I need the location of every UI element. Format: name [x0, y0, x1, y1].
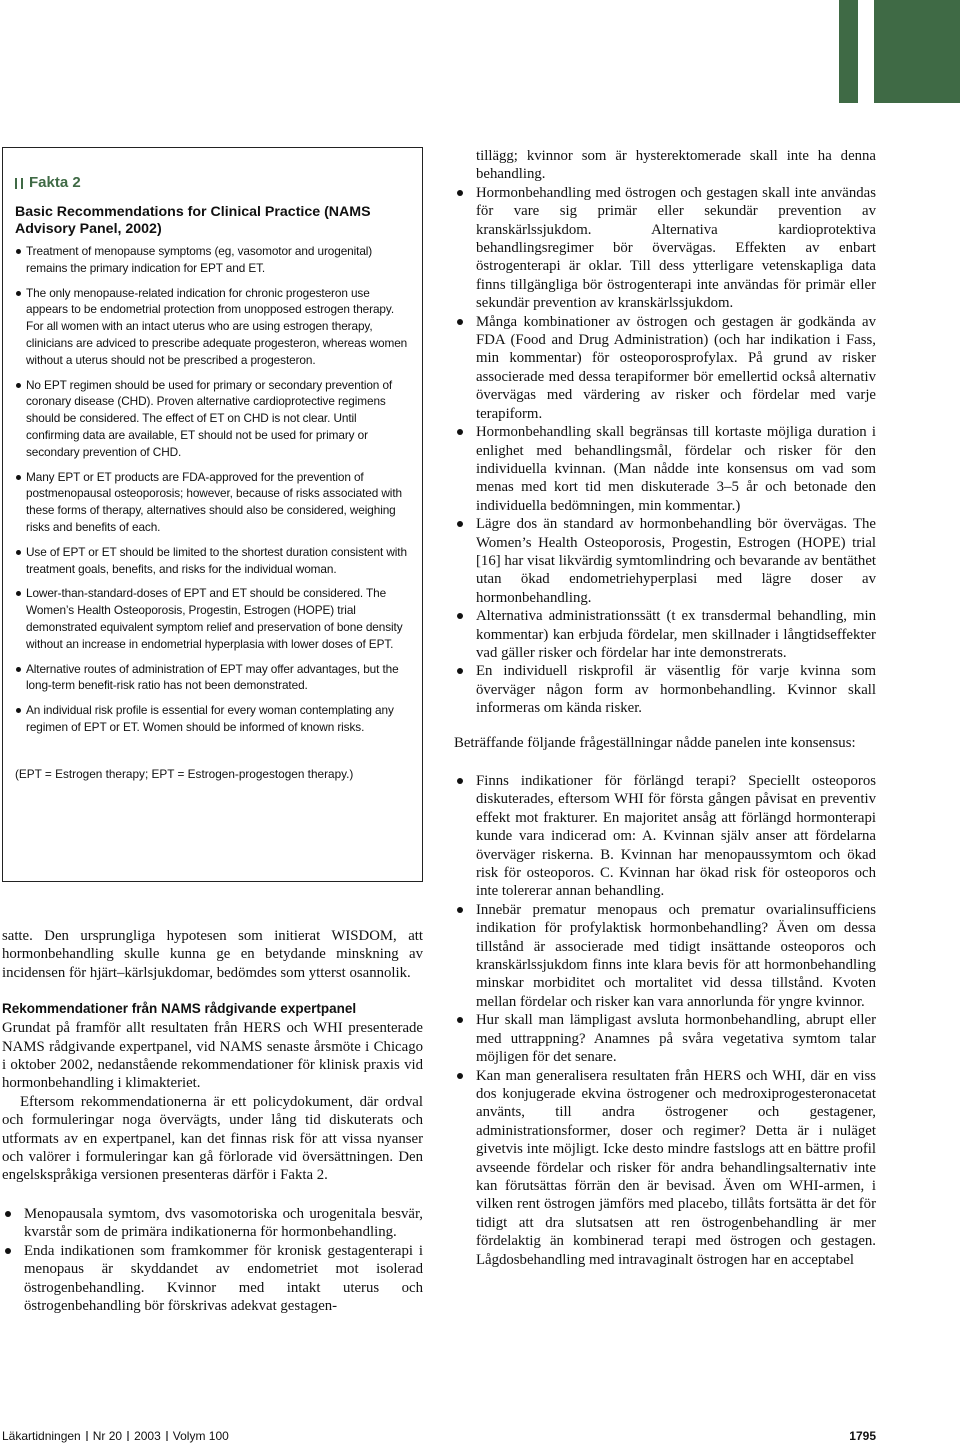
journal-name: Läkartidningen	[2, 1429, 81, 1443]
fakta-title	[15, 174, 412, 192]
list-item: Hormonbehandling skall begränsas till kortaste möjliga duration i enlighet med behandlingsmål, fördelar och risker för den individuella kvinnan. (Man nådde inte konsensus om vad som menas med kort tid men diskuterade 3–5 år och betonade den individuella bedömningen, min kommentar.)	[454, 423, 876, 515]
continued-text: tillägg; kvinnor som är hysterektomerade skall inte ha denna behandling.	[476, 148, 876, 183]
list-item: No EPT regimen should be used for primary or secondary prevention of coronary disease (CHD). Proven alternative cardioprotective regimens should be considered. The effect of ET on CHD is not clear. Until confirming data are available, ET should not be used for primary or secondary prevention of CHD.	[15, 377, 412, 461]
list-item: Enda indikationen som framkommer för kronisk gestagenterapi i menopaus är skyddandet av endometriet mot isolerad östrogenbehandling. Kvinnor med intakt uterus och östrogenbehandling bör förskrivas adekvat gestagen-	[2, 1242, 423, 1316]
list-item: Menopausala symtom, dvs vasomotoriska och urogenitala besvär, kvarstår som de primära indikationerna för hormonbehandling.	[2, 1205, 423, 1242]
fakta-box	[2, 147, 423, 882]
recommendation-list	[454, 184, 876, 718]
decorative-bar	[874, 0, 960, 103]
issue-number: Nr 20	[92, 1429, 123, 1443]
section-heading: Rekommendationer från NAMS rådgivande expertpanel	[2, 1001, 357, 1017]
fakta-footnote: (EPT = Estrogen therapy; EPT = Estrogen-progestogen therapy.)	[15, 766, 354, 781]
list-item: Many EPT or ET products are FDA-approved for the prevention of postmenopausal osteoporosis; however, because of risks associated with these forms of therapy, alternatives should also be considered, weighing risks and benefits of each.	[15, 469, 412, 536]
fakta-list	[15, 243, 412, 736]
body-paragraph: Eftersom rekommendationerna är ett policydokument, där ordval och formuleringar noga övervägts, under lång tid diskuterats och utformats av en expertpanel, kan det finnas risk för att vissa nyanser och valörer i formuleringar kan gå förlorade vid översättningen. Den engelskspråkiga versionen presenteras därför i Fakta 2.	[2, 1093, 423, 1184]
list-item: Finns indikationer för förlängd terapi? Speciellt osteoporos diskuterades, eftersom WHI för första gången påvisat en preventiv effekt mot frakturer. En majoritet ansåg att förlängd hormonterapi kunde vara indicerad om: A. Kvinnan själv anser att fördelarna överväger riskerna. B. Kvinnan har menopaussymtom och ökad risk för osteoporos. C. Kvinnan har ökad risk för osteoporos och inte tolererar annan behandling.	[454, 772, 876, 901]
open-questions-list	[454, 772, 876, 1269]
fakta-label: Fakta 2	[29, 174, 81, 191]
body-paragraph: Beträffande följande frågeställningar nådde panelen inte konsensus:	[454, 734, 856, 751]
list-item: An individual risk profile is essential for every woman contemplating any regimen of EPT or ET. Women should be informed of known risks.	[15, 702, 412, 736]
list-item: The only menopause-related indication for chronic progesteron use appears to be endometrial protection from unopposed estrogen therapy. For all women with an intact uterus who are using estrogen therapy, clinicians are adviced to prescribe adequate progesteron, whereas women without a uterus should not be prescribed a progesteron.	[15, 285, 412, 369]
list-item: En individuell riskprofil är väsentlig för varje kvinna som överväger någon form av hormonbehandling. Kvinnor skall informeras om kända risker.	[454, 662, 876, 717]
body-paragraph: Grundat på framför allt resultaten från HERS och WHI presenterade NAMS rådgivande expertpanel, vid NAMS senaste årsmöte i Chicago i oktober 2002, nedanstående rekommendationer för klinisk praxis vid hormonbehandling i klimakteriet.	[2, 1020, 423, 1092]
recommendation-list	[2, 1205, 423, 1315]
list-item: Lägre dos än standard av hormonbehandling bör övervägas. The Women’s Health Osteoporosis, Progestin, Estrogen (HOPE) trial [16] har visat likvärdig symtomlindring och bevarande av bentäthet utan ökad endometriehyperplasi med lägre doser av hormonbehandling.	[454, 515, 876, 607]
list-item: Hur skall man lämpligast avsluta hormonbehandling, abrupt eller med uttrappning? Anamnes på svåra vegetativa symtom talar möjligen för det senare.	[454, 1011, 876, 1066]
separator	[166, 1431, 168, 1441]
list-item: Hormonbehandling med östrogen och gestagen skall inte användas för vare sig primär eller sekundär prevention av kranskärlssjukdom. Alternativa kardioprotektiva behandlingsregimer bör övervägas. Effekten av enbart östrogenterapi är oklar. Till dess ytterligare vetenskapliga data finns tillgängliga bör östrogenterapi inte användas för primär eller sekundär prevention av kranskärlssjukdom.	[454, 184, 876, 313]
issue-year: 2003	[134, 1429, 161, 1443]
separator	[86, 1431, 88, 1441]
decorative-bar	[839, 0, 858, 103]
right-column	[454, 147, 876, 1269]
list-item: Innebär prematur menopaus och prematur ovarialinsufficiens indikation för profylaktisk hormonbehandling? Även om dessa tillstånd är associerade med tidigt insättande osteoporos och kranskärlssjukdom finns inte klara bevis för att hormonbehandling minskar morbiditet och mortalitet vid dessa tillstånd. Kvoten mellan fördelar och risker kan vara annorlunda för yngre kvinnor.	[454, 901, 876, 1011]
list-item: Många kombinationer av östrogen och gestagen är godkända av FDA (Food and Drug Administration) (och har indikation i Fass, min kommentar) för osteoporosprofylax. På grund av risker associerade med dessa terapiformer bör emellertid också alternativ övervägas med värdering av risker och fördelar med varje terapiform.	[454, 313, 876, 423]
double-bar-icon	[15, 178, 23, 189]
list-item: Alternative routes of administration of EPT may offer advantages, but the long-term benefit-risk ratio has not been demonstrated.	[15, 661, 412, 695]
body-paragraph: satte. Den ursprungliga hypotesen som initierat WISDOM, att hormonbehandling skulle kunna ge en betydande minskning av incidensen för hjärt–kärlsjukdomar, bedömdes som ytterst osannolik.	[2, 928, 423, 981]
volume: Volym 100	[172, 1429, 229, 1443]
page-footer	[2, 1428, 876, 1444]
page-number: 1795	[849, 1429, 876, 1443]
list-item: Kan man generalisera resultaten från HERS och WHI, där en viss dos konjugerade ekvina östrogener och medroxiprogesteronacetat använts, till andra östrogener och gestagener, administrationsformer, doser och regimer? Detta är i nuläget givetvis inte möjligt. Icke desto mindre fastslogs att en bättre profil avseende fördelar och risker för andra behandlingsalternativ inte kan förutsättas förrän den är bevisad. Även om WHI-armen, i vilken rent östrogen jämförs med placebo, tillåts fortsätta är det för tidigt att dra slutsatsen att ren östrogenbehandling är mer fördelaktig än kombinerad terapi med östrogen och gestagen. Lågdosbehandling med intravaginalt östrogen har en acceptabel	[454, 1067, 876, 1269]
list-item: Alternativa administrationssätt (t ex transdermal behandling, min kommentar) kan erbjuda fördelar, men skillnader i långtidseffekter vad gäller risker och fördelar har inte demonstrerats.	[454, 607, 876, 662]
separator	[127, 1431, 129, 1441]
list-item: Lower-than-standard-doses of EPT and ET should be considered. The Women’s Health Osteoporosis, Progestin, Estrogen (HOPE) trial demonstrated equivalent symptom relief and preservation of bone density without an increase in endometrial hyperplasia with lower doses of EPT.	[15, 585, 412, 652]
list-item: Use of EPT or ET should be limited to the shortest duration consistent with treatment goals, benefits, and risks for the individual woman.	[15, 544, 412, 578]
list-item: Treatment of menopause symptoms (eg, vasomotor and urogenital) remains the primary indication for EPT and ET.	[15, 243, 412, 277]
fakta-heading: Basic Recommendations for Clinical Practice (NAMS Advisory Panel, 2002)	[15, 204, 371, 237]
left-column	[2, 927, 423, 1315]
